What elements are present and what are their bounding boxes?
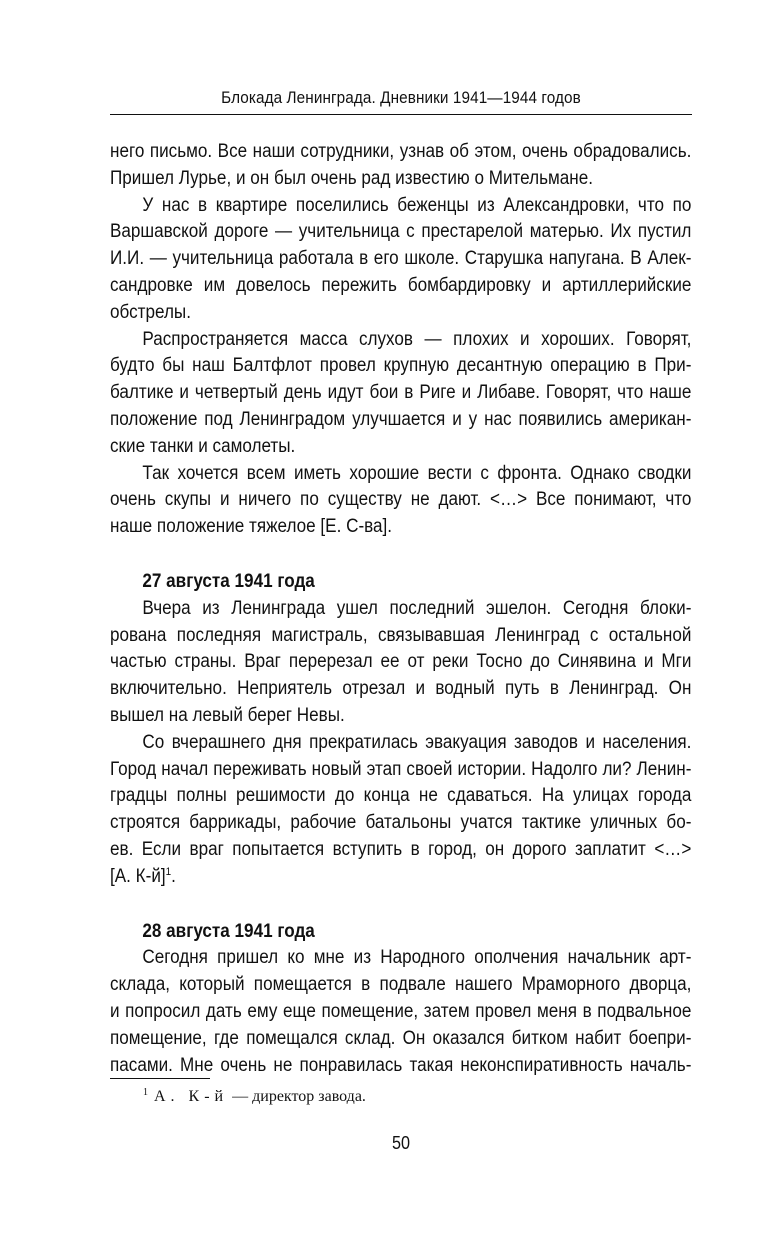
paragraph-aug28-1 — [110, 945, 691, 1079]
text-line: градцы полны решимости до конца не сдаваться. На улицах города — [110, 785, 692, 807]
text-line: очень скупы и ничего по существу не дают. <…> Все понимают, что — [110, 489, 692, 511]
text-line: положение под Ленинградом улучшается и у нас появились американ- — [110, 408, 692, 430]
text-line: Сегодня пришел ко мне из Народного ополчения начальник арт- — [142, 947, 692, 969]
running-header: Блокада Ленинграда. Дневники 1941—1944 годов — [221, 88, 581, 107]
text-line: включительно. Неприятель отрезал и водный путь в Ленинград. Он — [110, 678, 692, 700]
section-gap — [110, 891, 691, 919]
text-line: сандровке им довелось пережить бомбардировку и артиллерийские — [110, 274, 692, 296]
text-line: балтике и четвертый день идут бои в Риге и Либаве. Говорят, что наше — [110, 382, 692, 404]
text-line: рована последняя магистраль, связывавшая Ленинград с остальной — [110, 624, 692, 646]
text-line: будто бы наш Балтфлот провел крупную десантную операцию в При- — [110, 355, 692, 377]
paragraph-4 — [110, 461, 691, 541]
page-number: 50 — [391, 1133, 411, 1153]
text-line: наше положение тяжелое [Е. С-ва]. — [110, 516, 393, 538]
text-line: частью страны. Враг перерезал ее от реки Тосно до Синявина и Мги — [110, 651, 692, 673]
footnote-reference: 1 — [165, 865, 172, 878]
paragraph-aug27-2 — [110, 730, 691, 891]
footnote — [143, 1087, 366, 1106]
text-line: Варшавской дороге — учительница с престарелой матерью. Их пустил — [110, 221, 692, 243]
footnote-mark: 1 — [143, 1087, 148, 1098]
page-body — [110, 139, 691, 1079]
text-line: обстрелы. — [110, 301, 191, 323]
paragraph-aug27-1 — [110, 596, 691, 730]
text-line: И.И. — учительница работала в его школе. Старушка напугана. В Алек- — [110, 248, 692, 270]
text-line: ские танки и самолеты. — [110, 435, 296, 457]
author-attribution: [А. К-й] — [110, 865, 166, 887]
section-gap — [110, 541, 691, 569]
text-line: Пришел Лурье, и он был очень рад известию о Мительмане. — [110, 167, 593, 189]
paragraph-1 — [110, 139, 691, 193]
text-line: Вчера из Ленинграда ушел последний эшелон. Сегодня блоки- — [142, 597, 692, 619]
text-line: пасами. Мне очень не понравилась такая неконспиративность началь- — [110, 1054, 692, 1076]
text-line: склада, который помещается в подвале нашего Мраморного дворца, — [110, 974, 692, 996]
text-line: Со вчерашнего дня прекратилась эвакуация заводов и населения. — [142, 731, 692, 753]
entry-heading-aug-27: 27 августа 1941 года — [142, 570, 315, 592]
entry-heading-aug-28: 28 августа 1941 года — [142, 920, 315, 942]
text-line: У нас в квартире поселились беженцы из Александровки, что по — [142, 194, 692, 216]
text-line — [110, 864, 691, 891]
text-line: него письмо. Все наши сотрудники, узнав об этом, очень обрадовались. — [110, 141, 692, 162]
text-line: вышел на левый берег Невы. — [110, 704, 345, 726]
text-line: строятся баррикады, рабочие батальоны учатся тактике уличных бо- — [110, 812, 692, 834]
paragraph-2 — [110, 193, 691, 327]
text-line: помещение, где помещался склад. Он оказался битком набит боепри- — [110, 1027, 692, 1049]
paragraph-3 — [110, 327, 691, 461]
sentence-end: . — [171, 865, 176, 887]
text-line: Распространяется масса слухов — плохих и хороших. Говорят, — [142, 328, 692, 350]
text-line: Так хочется всем иметь хорошие вести с фронта. Однако сводки — [142, 462, 692, 484]
footnote-text: — директор завода. — [228, 1088, 366, 1105]
text-line: Город начал переживать новый этап своей истории. Надолго ли? Ленин- — [110, 758, 692, 780]
footnote-rule — [110, 1078, 210, 1079]
footnote-name: А. К-й — [154, 1088, 229, 1105]
text-line: ев. Если враг попытается вступить в город, он дорого заплатит <…> — [110, 838, 692, 860]
text-line: и попросил дать ему еще помещение, затем провел меня в подвальное — [110, 1000, 692, 1022]
header-rule — [110, 114, 692, 115]
